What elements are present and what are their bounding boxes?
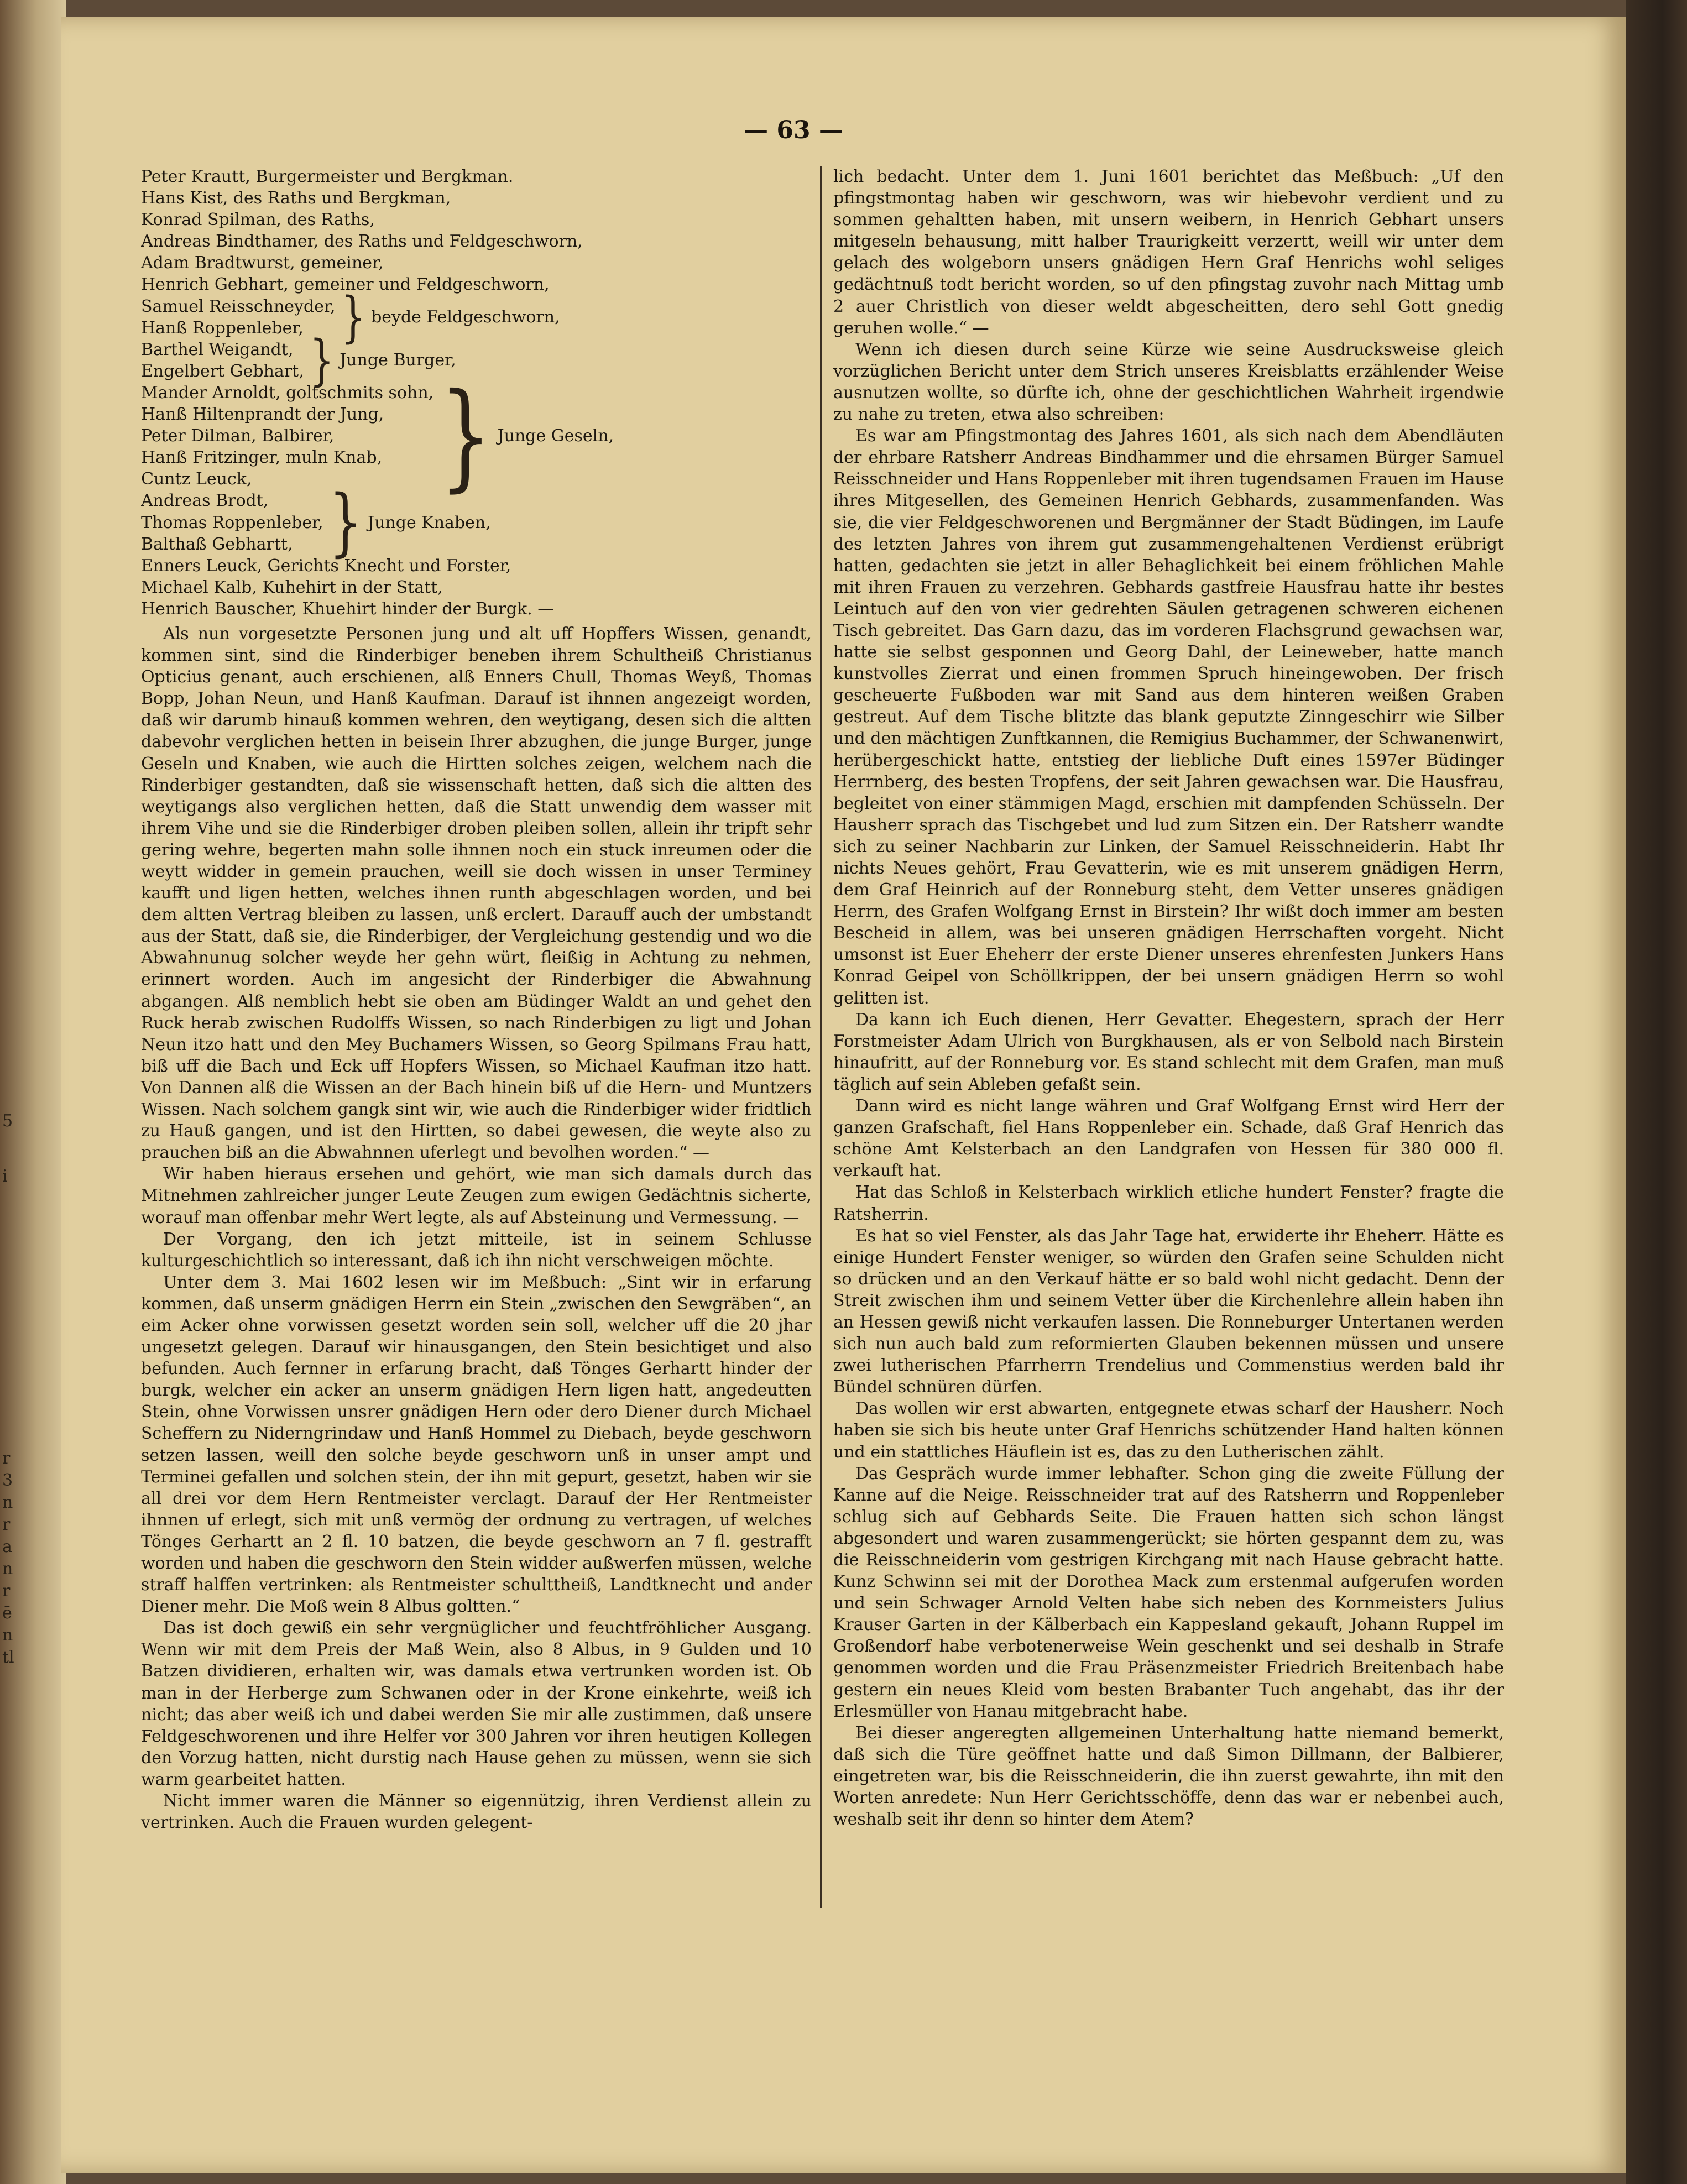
column-divider <box>820 166 822 1908</box>
adjacent-page-edge <box>0 0 66 2184</box>
roster-name: Peter Dilman, Balbirer, <box>141 426 335 446</box>
paragraph: Nicht immer waren die Männer so eigennützig, ihren Verdienst allein zu vertrinken. Auch die Frauen wurden gelegent- <box>141 1791 812 1833</box>
paragraph: Es war am Pfingstmontag des Jahres 1601, als sich nach dem Abendläuten der ehrbare Ratsherr Andreas Bindhammer und die ehrsamen Bürger Samuel Reisschneider und Hans Roppenleber mit ihren tugendsamen Frauen im Hause ihres Mitgesellen, des Gemeinen Henrich Gebhards, zusammenfanden. Was sie, die vier Feldgeschworenen und Bergmänner der Stadt Büdingen, im Laufe des letzten Jahres von ihrem gut zusammengehaltenen Verdienst erübrigt hatten, gedachten sie jetzt in aller Behaglichkeit bei einem fröhlichen Mahle mit ihren Frauen zu verzehren. Gebhards gastfreie Hausfrau hatte ihr bestes Leintuch auf den von vier gedrehten Säulen getragenen schweren eichenen Tisch gebreitet. Das Garn dazu, das im vorderen Flachsgrund gewachsen war, hatte sie selbst gesponnen und Georg Dahl, der Leineweber, hatte manch kunstvolles Zierrat und einen frommen Spruch hineingewoben. Der frisch gescheuerte Fußboden war mit Sand aus dem hinteren weißen Graben gestreut. Auf dem Tische blitzte das blank geputzte Zinngeschirr wie Silber und den mächtigen Zunftkannen, die Remigius Buchammer, der Schwanenwirt, herübergeschickt hatte, entstieg der liebliche Duft eines 1597er Büdinger Herrnberg, des besten Tropfens, der seit Jahren gewachsen war. Die Hausfrau, begleitet von einer stämmigen Magd, erschien mit dampfenden Schüsseln. Der Hausherr sprach das Tischgebet und lud zum Sitzen ein. Der Ratsherr wandte sich zu seiner Nachbarin zur Linken, der Samuel Reisschneiderin. Habt Ihr nichts Neues gehört, Frau Gevatterin, wie es mit unserem gnädigen Herrn, dem Graf Heinrich auf der Ronneburg steht, dem Vetter unseres gnädigen Herrn, des Grafen Wolfgang Ernst in Birstein? Ihr wißt doch immer am besten Bescheid in allem, was bei unseren gnädigen Herrschaften vorgeht. Nicht umsonst ist Euer Eheherr der erste Diener unseres ehrenfesten Junkers Hans Konrad Geipel von Schöllkrippen, der bei unsern gnädigen Herrn so wohl gelitten ist. <box>833 426 1504 1008</box>
roster-name: Hanß Roppenleber, <box>141 318 304 338</box>
roster-line: Hans Kist, des Raths und Bergkman, <box>141 189 451 208</box>
brace-icon: } <box>328 479 363 565</box>
margin-letter: 3 <box>2 1471 13 1490</box>
paragraph: Bei dieser angeregten allgemeinen Unterhaltung hatte niemand bemerkt, daß sich die Türe geöffnet hatte und daß Simon Dillmann, der Balbierer, eingetreten war, bis die Reisschneiderin, die ihn zuerst gewahrte, ihn mit den Worten anredete: Nun Herr Gerichtsschöffe, denn das war er nebenbei auch, weshalb seit ihr denn so hinter dem Atem? <box>833 1723 1504 1830</box>
paragraph: Da kann ich Euch dienen, Herr Gevatter. Ehegestern, sprach der Herr Forstmeister Adam Ulrich von Burgkhausen, als er von Selbold nach Birstein hinaufritt, auf der Ronneburg vor. Es stand schlecht mit dem Grafen, man muß täglich auf sein Ableben gefaßt sein. <box>833 1010 1504 1094</box>
margin-letter: n <box>2 1626 13 1645</box>
book-spine <box>1626 0 1687 2184</box>
paragraph: Es hat so viel Fenster, als das Jahr Tage hat, erwiderte ihr Eheherr. Hätte es einige Hundert Fenster weniger, so würden den Grafen seine Schulden nicht so drücken und an den Verkauf hätte er so bald wohl nicht gedacht. Denn der Streit zwischen ihm und seinem Vetter über die Kirchenlehre allein haben ihn an Hessen gewiß nicht verkaufen lassen. Die Ronneburger Untertanen werden sich nun auch bald zum reformierten Glauben bekennen müssen und unsere zwei lutherischen Pfarrherrn Trendelius und Commenstius werden bald ihr Bündel schnüren dürfen. <box>833 1226 1504 1397</box>
paragraph: lich bedacht. Unter dem 1. Juni 1601 berichtet das Meßbuch: „Uf den pfingstmontag haben wir geschworn, was wir hiebevohr verdient und zu sommen gehaltten haben, mit unsern weibern, in Henrich Gebhart unsers mitgeseln behausung, mitt halber Traurigkeitt verzertt, weill wir unter dem gelach des wolgeborn unsers gnädigen Hern Graf Henrichs wohl seliges gedächtnuß todt bericht worden, so uf den pfingstag zuvohr nach Mittag umb 2 auer Christlich von dieser weldt abgescheitten, dero sehl Gott gnedig geruhen wolle.“ — <box>833 167 1504 338</box>
roster-line: Michael Kalb, Kuhehirt in der Statt, <box>141 577 443 597</box>
margin-letter: r <box>2 1581 11 1601</box>
roster-line: Andreas Bindthamer, des Raths und Feldgeschworn, <box>141 232 583 252</box>
roster-line: Adam Bradtwurst, gemeiner, <box>141 253 384 273</box>
brace-icon: } <box>309 328 335 393</box>
paragraph: Der Vorgang, den ich jetzt mitteile, ist in seinem Schlusse kulturgeschichtlich so interessant, daß ich ihn nicht verschweigen möchte. <box>141 1229 812 1271</box>
roster-line: Konrad Spilman, des Raths, <box>141 210 375 230</box>
roster-name: Barthel Weigandt, <box>141 339 294 359</box>
margin-letter: n <box>2 1493 13 1512</box>
roster-group-label: Junge Knaben, <box>368 513 491 532</box>
roster-line: Enners Leuck, Gerichts Knecht und Forster, <box>141 556 511 576</box>
margin-letter: 5 <box>2 1111 13 1131</box>
roster-name: Samuel Reisschneyder, <box>141 296 336 316</box>
roster-name: Hanß Fritzinger, muln Knab, <box>141 448 383 468</box>
roster-line: Henrich Gebhart, gemeiner und Feldgeschworn, <box>141 275 550 295</box>
paragraph: Das ist doch gewiß ein sehr vergnüglicher und feuchtfröhlicher Ausgang. Wenn wir mit dem Preis der Maß Wein, also 8 Albus, in 9 Gulden und 10 Batzen dividieren, erhalten wir, was damals etwa vertrunken worden ist. Ob man in der Herberge zum Schwanen oder in der Krone einkehrte, weiß ich nicht; das aber weiß ich und dabei werden Sie mir alle zustimmen, daß unsere Feldgeschworenen und ihre Helfer vor 300 Jahren vor ihren heutigen Kollegen den Vorzug hatten, nicht durstig nach Hause gehen zu müssen, wenn sie sich warm gearbeitet hatten. <box>141 1618 812 1789</box>
margin-letter: tl <box>2 1648 14 1667</box>
paragraph: Unter dem 3. Mai 1602 lesen wir im Meßbuch: „Sint wir in erfarung kommen, daß unserm gnädigen Herrn ein Stein „zwischen den Sewgräben“, an eim Acker ohne vorwissen gesetzt worden sein soll, welcher uff die 20 jhar ungesetzt gelegen. Darauf wir hinausgangen, den Stein besichtiget und also befunden. Auch fernner in erfarung bracht, daß Tönges Gerhartt hinder der burgk, welcher ein acker an unserm gnädigen Hern ligen hatt, angedeutten Stein, ohne Vorwissen unsrer gnädigen Hern oder dero Diener durch Michael Scheffern zu Niderngrindaw und Hanß Hommel zu Diebach, beyde geschworn setzen lassen, weill den solche beyde geschworn unß in unser ampt und Terminei gefallen und solchen stein, der ihn mit gepurt, gesetzt, haben wir sie all drei vor dem Hern Rentmeister verclagt. Darauf der Her Rentmeister ihnnen uf erlegt, sich mit unß vermög der ordnung zu vertragen, uf welches Tönges Gerhartt an 2 fl. 10 batzen, die beyde geschworn an 7 fl. gestrafft worden und haben die geschworn den Stein widder außwerfen müssen, welche straff halffen vertrinken: als Rentmeister schulttheiß, Landtknecht und ander Diener mehr. Die Moß wein 8 Albus goltten.“ <box>141 1272 812 1617</box>
brace-icon: } <box>439 368 492 504</box>
roster-name: Mander Arnoldt, goltschmits sohn, <box>141 383 434 403</box>
roster-name: Hanß Hiltenprandt der Jung, <box>141 405 384 425</box>
paragraph: Als nun vorgesetzte Personen jung und alt uff Hopffers Wissen, genandt, kommen sint, sind die Rinderbiger beneben ihrem Schultheiß Christianus Opticius genant, auch erschienen, alß Enners Chull, Thomas Weyß, Thomas Bopp, Johan Neun, und Hanß Kaufman. Darauf ist ihnnen angezeigt worden, daß wir darumb hinauß kommen wehren, den weytigang, desen sich die altten dabevohr verglichen hetten in beisein Ihrer abzughen, die junge Burger, junge Geseln und Knaben, wie auch die Hirtten solches zeigen, welchem nach die Rinderbiger gestandten, daß sie wissenschaft hetten, daß sich die altten des weytigangs also verglichen hetten, daß die Statt unwendig dem wasser mit ihrem Vihe und sie die Rinderbiger droben pleiben sollen, allein ihr tripft sehr gering wehre, begerten mahn solle ihnnen noch ein stuck inreumen oder die weytt widder in gemein prauchen, weill sie doch wissen in unser Termineу kaufft und ligen hetten, welches ihnen runth abgeschlagen worden, und bei dem altten Vertrag bleiben zu lassen, unß erclert. Darauff auch der umbstandt aus der Statt, daß sie, die Rinderbiger, der Vergleichung gestendig und wo die Abwahnunug solcher weyde her gehn würt, fleißig in Achtung zu nehmen, erinnert worden. Auch im angesicht der Rinderbiger die Abwahnung abgangen. Alß nemblich hebt sie oben am Büdinger Waldt an und gehet den Ruck herab zwischen Rudolffs Wissen, so nach Rinderbigen zu ligt und Johan Neun itzo hatt und den Mey Buchamers Wissen, so Georg Spilmans Frau hatt, biß uff die Bach und Eck uff Hopfers Wissen, so Michael Kaufman itzo hatt. Von Dannen alß die Wissen an der Bach hinein biß uf die Hern- und Muntzers Wissen. Nach solchem gangk sint wir, wie auch die Rinderbiger wider fridtlich zu Hauß gangen, und ist den Hirtten, so dabei gewesen, die weyte also zu prauchen biß an die Abwahnnen uferlegt und bevolhen worden.“ — <box>141 624 812 1163</box>
margin-letter: a <box>2 1537 12 1556</box>
page-number: — 63 — <box>744 116 843 144</box>
paragraph: Das wollen wir erst abwarten, entgegnete etwas scharf der Hausherr. Noch haben sie sich bis heute unter Graf Henrichs schützender Hand halten können und ein stattliches Häuflein ist es, das zu den Lutherischen zählt. <box>833 1399 1504 1462</box>
roster-name: Andreas Brodt, <box>141 491 269 511</box>
left-column <box>141 166 812 1833</box>
roster-group-label: beyde Feldgeschworn, <box>371 307 560 327</box>
paragraph: Wenn ich diesen durch seine Kürze wie seine Ausdrucksweise gleich vorzüglichen Bericht unter dem Strich unseres Kreisblatts erzählender Weise ausnutzen wollte, so dürfte ich, ohne der geschichtlichen Wahrheit irgendwie zu nahe zu treten, etwa also schreiben: <box>833 339 1504 425</box>
paragraph: Hat das Schloß in Kelsterbach wirklich etliche hundert Fenster? fragte die Ratsherrin. <box>833 1183 1504 1224</box>
paragraph: Das Gespräch wurde immer lebhafter. Schon ging die zweite Füllung der Kanne auf die Neige. Reisschneider trat auf des Ratsherrn und Roppenleber schlug sich auf Gebhards Seite. Die Frauen hatten sich schon längst abgesondert und waren zusammengerückt; sie hörten gespannt dem zu, was die Reisschneiderin vom gestrigen Kirchgang mit nach Hause gebracht hatte. Kunz Schwinn sei mit der Dorothea Mack zum erstenmal aufgerufen worden und sein Schwager Arnold Velten habe sich neben des Kornmeisters Julius Krauser Garten in der Kälberbach ein Kappesland gekauft, Johann Ruppel im Großendorf habe verbotenerweise Wein geschenkt und sei deshalb in Strafe genommen worden und die Frau Präsenzmeister Friedrich Breitenbach habe gestern ein neues Kleid vom besten Brabanter Tuch angehabt, das ihr der Erlesmüller von Hanau mitgebracht habe. <box>833 1464 1504 1721</box>
roster-line: Henrich Bauscher, Khuehirt hinder der Burgk. — <box>141 599 555 619</box>
right-column <box>833 166 1504 1830</box>
margin-letter: n <box>2 1559 13 1579</box>
roster-group-label: Junge Geseln, <box>497 426 614 446</box>
paragraph: Wir haben hieraus ersehen und gehört, wie man sich damals durch das Mitnehmen zahlreicher junger Leute Zeugen zum ewigen Gedächtnis sicherte, worauf man offenbar mehr Wert legte, als auf Absteinung und Vermessung. — <box>141 1164 812 1227</box>
roster-name: Cuntz Leuck, <box>141 469 252 489</box>
roster-name: Engelbert Gebhart, <box>141 361 304 381</box>
roster-name: Balthaß Gebhartt, <box>141 534 293 554</box>
margin-letter: r <box>2 1515 11 1534</box>
roster-group-label: Junge Burger, <box>340 351 456 370</box>
roster-list <box>141 166 812 620</box>
roster-line: Peter Krautt, Burgermeister und Bergkman. <box>141 167 514 186</box>
margin-letter: i <box>2 1167 8 1186</box>
margin-letter: ē <box>2 1603 12 1623</box>
paragraph: Dann wird es nicht lange währen und Graf Wolfgang Ernst wird Herr der ganzen Grafschaft, fiel Hans Roppenleber ein. Schade, daß Graf Henrich das schöne Amt Kelsterbach an den Landgrafen von Hessen für 380 000 fl. verkauft hat. <box>833 1096 1504 1181</box>
brace-icon: } <box>341 285 366 349</box>
roster-name: Thomas Roppenleber, <box>141 513 323 532</box>
margin-letter: r <box>2 1449 11 1468</box>
